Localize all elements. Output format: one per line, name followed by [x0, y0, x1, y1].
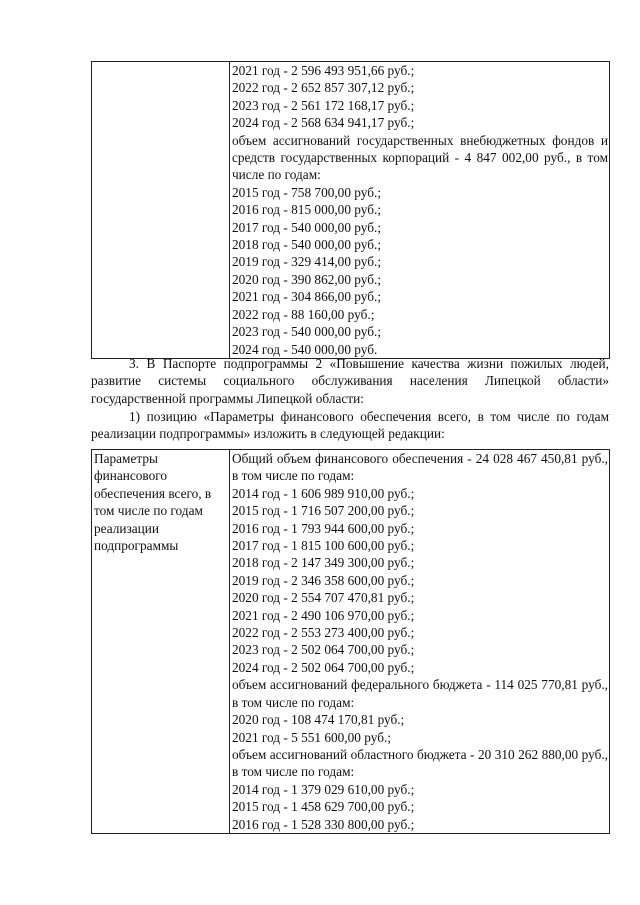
regional-budget-paragraph: объем ассигнований областного бюджета - 20 310 262 880,00 руб., в том числе по годам:	[232, 746, 608, 780]
year-amount-line: 2016 год - 1 793 944 600,00 руб.;	[232, 520, 415, 536]
funding-table-continued	[91, 61, 610, 359]
year-amount-line: 2023 год - 2 502 064 700,00 руб.;	[232, 642, 415, 658]
item-1-paragraph: 1) позицию «Параметры финансового обеспечения всего, в том числе по годам реализации подпрограммы» изложить в следующей редакции:	[91, 409, 609, 442]
table-row	[92, 450, 610, 834]
year-amount-line: 2023 год - 2 561 172 168,17 руб.;	[232, 97, 415, 113]
funding-details-cell	[230, 62, 610, 359]
year-amount-line: 2024 год - 2 502 064 700,00 руб.;	[232, 659, 415, 675]
federal-budget-paragraph: объем ассигнований федерального бюджета - 114 025 770,81 руб., в том числе по годам:	[232, 677, 608, 710]
year-amount-line: 2016 год - 1 528 330 800,00 руб.;	[232, 816, 415, 832]
year-amount-line: 2016 год - 815 000,00 руб.;	[232, 202, 382, 218]
year-amount-line: 2024 год - 2 568 634 941,17 руб.;	[232, 115, 415, 131]
year-amount-line: 2019 год - 329 414,00 руб.;	[232, 254, 382, 270]
year-amount-line: 2018 год - 540 000,00 руб.;	[232, 237, 382, 253]
year-amount-line: 2018 год - 2 147 349 300,00 руб.;	[232, 555, 415, 571]
funding-parameters-table	[91, 449, 610, 834]
year-amount-line: 2021 год - 2 490 106 970,00 руб.;	[232, 607, 415, 623]
funding-details-cell	[230, 450, 610, 834]
year-amount-line: 2022 год - 2 652 857 307,12 руб.;	[232, 80, 415, 96]
year-amount-line: 2015 год - 758 700,00 руб.;	[232, 184, 382, 200]
year-amount-line: 2019 год - 2 346 358 600,00 руб.;	[232, 572, 415, 588]
year-amount-line: 2021 год - 304 866,00 руб.;	[232, 289, 382, 305]
year-amount-line: 2021 год - 5 551 600,00 руб.;	[232, 729, 392, 745]
year-amount-line: 2021 год - 2 596 493 951,66 руб.;	[232, 63, 415, 78]
section-3-paragraph: 3. В Паспорте подпрограммы 2 «Повышение качества жизни пожилых людей, развитие системы социального обслуживания населения Липецкой области» государственной программы Липецкой области:	[91, 356, 609, 406]
year-amount-line: 2015 год - 1 716 507 200,00 руб.;	[232, 503, 415, 519]
year-amount-line: 2024 год - 540 000,00 руб.	[232, 341, 378, 357]
year-amount-line: 2014 год - 1 379 029 610,00 руб.;	[232, 781, 415, 797]
year-amount-line: 2017 год - 1 815 100 600,00 руб.;	[232, 538, 415, 554]
year-amount-line: 2017 год - 540 000,00 руб.;	[232, 219, 382, 235]
year-amount-line: 2020 год - 390 862,00 руб.;	[232, 271, 382, 287]
year-amount-line: 2015 год - 1 458 629 700,00 руб.;	[232, 799, 415, 815]
empty-label-cell	[92, 62, 230, 359]
parameter-label-cell: Параметры финансового обеспечения всего, в том числе по годам реализации подпрограммы	[92, 450, 230, 834]
year-amount-line: 2023 год - 540 000,00 руб.;	[232, 324, 382, 340]
year-amount-line: 2020 год - 108 474 170,81 руб.;	[232, 712, 405, 728]
year-amount-line: 2014 год - 1 606 989 910,00 руб.;	[232, 485, 415, 501]
year-amount-line: 2022 год - 88 160,00 руб.;	[232, 306, 375, 322]
extrabudgetary-funds-paragraph: объем ассигнований государственных внебюджетных фондов и средств государственных корпораций - 4 847 002,00 руб., в том числе по годам:	[232, 132, 608, 183]
total-funding-paragraph: Общий объем финансового обеспечения - 24 028 467 450,81 руб., в том числе по годам:	[232, 451, 608, 484]
year-amount-line: 2022 год - 2 553 273 400,00 руб.;	[232, 625, 415, 641]
table-row	[92, 62, 610, 359]
year-amount-line: 2020 год - 2 554 707 470,81 руб.;	[232, 590, 415, 606]
